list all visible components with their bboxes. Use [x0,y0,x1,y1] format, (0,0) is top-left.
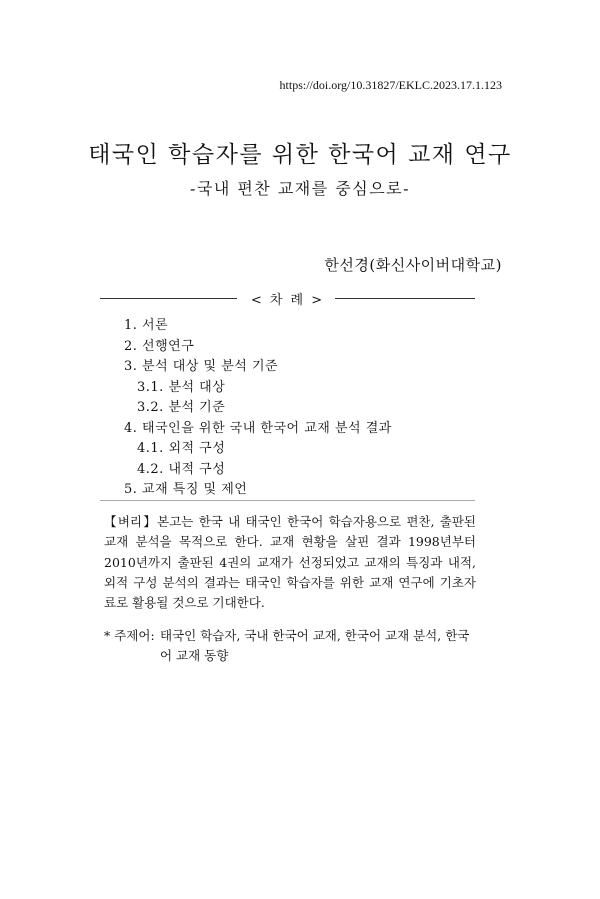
toc-item-5: 5. 교재 특징 및 제언 [124,482,248,497]
toc-item-1: 1. 서론 [124,318,169,333]
paper-title: 태국인 학습자를 위한 한국어 교재 연구 [88,142,512,168]
keywords-label: * 주제어: [104,628,155,643]
toc-item-4-1: 4.1. 외적 구성 [137,441,226,456]
abstract-text: 본고는 한국 내 태국인 한국어 학습자용으로 편찬, 출판된 교재 분석을 목적으로 한다. 교재 현황을 살핀 결과 1998년부터 2010년까지 출판된 4권의 교재가 선정되었고 교재의 특징과 내적, 외적 구성 분석의 결과는 태국인 학습자를 위한 교재 연구에 기초자료로 활용될 것으로 기대한다. [104,514,476,611]
paper-subtitle: -국내 편찬 교재를 중심으로- [189,179,411,198]
abstract [104,512,476,613]
toc-item-3-1: 3.1. 분석 대상 [137,379,226,395]
doi-link[interactable]: https://doi.org/10.31827/EKLC.2023.17.1.123 [279,78,502,92]
author-affiliation: 한선경(화신사이버대학교) [324,256,502,274]
toc-header [100,289,475,309]
section-divider [100,500,475,501]
toc-heading: < 차 례 > [250,293,325,308]
abstract-tag: 【벼리】 [104,514,158,529]
toc-item-3: 3. 분석 대상 및 분석 기준 [124,359,279,374]
keywords-text: 태국인 학습자, 국내 한국어 교재, 한국어 교재 분석, 한국어 교재 동향 [160,628,470,664]
toc-item-4: 4. 태국인을 위한 국내 한국어 교재 분석 결과 [124,420,392,436]
toc-rule-right [335,298,475,299]
table-of-contents [124,316,392,501]
toc-item-3-2: 3.2. 분석 기준 [137,400,226,415]
toc-item-4-2: 4.2. 내적 구성 [137,461,226,477]
keywords [104,626,476,667]
toc-item-2: 2. 선행연구 [124,338,195,354]
